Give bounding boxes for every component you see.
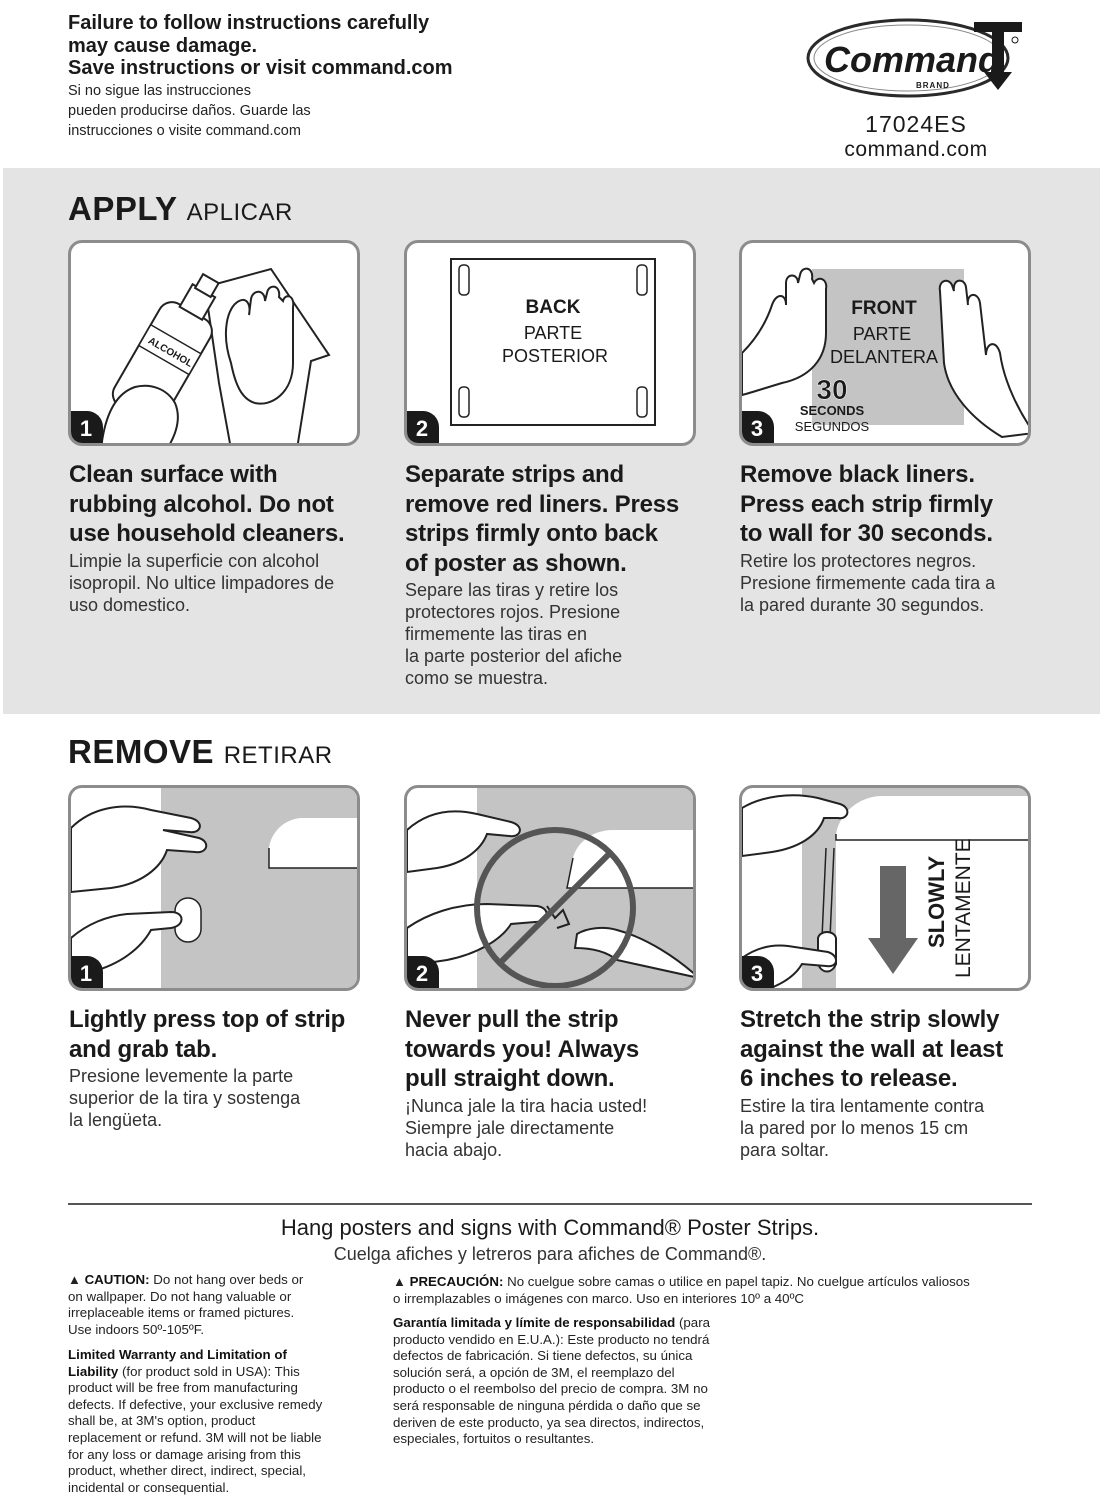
footer-title: Hang posters and signs with Command® Poster Strips. (280, 1215, 820, 1240)
warning-triangle-icon: ▲ (68, 1272, 81, 1287)
warning-triangle-icon: ▲ (393, 1274, 406, 1289)
svg-text:SECONDS: SECONDS (799, 403, 865, 418)
step-number-badge: 3 (740, 956, 774, 990)
svg-text:PARTE: PARTE (523, 323, 583, 343)
svg-text:ALCOHOL: ALCOHOL (145, 335, 195, 370)
website: command.com (844, 138, 988, 161)
do-not-pull-illustration (407, 788, 696, 991)
apply-step-1-caption: Clean surface with rubbing alcohol. Do not use household cleaners. Limpie la superficie con alcohol isopropil. No ultice limpadores de uso domestico. (69, 461, 345, 615)
footer-subtitle: Cuelga afiches y letreros para afiches de Command®. (333, 1244, 767, 1264)
header (0, 0, 1103, 168)
svg-text:POSTERIOR: POSTERIOR (501, 346, 609, 366)
caution-english: ▲ CAUTION: Do not hang over beds or on wallpaper. Do not hang valuable or irreplaceable items or framed pictures. Use indoors 50º-105ºF. (68, 1272, 304, 1337)
svg-text:SLOWLY: SLOWLY (924, 855, 949, 948)
press-poster-illustration (742, 243, 1031, 446)
remove-step-2-illustration (404, 785, 696, 991)
warning-spanish: Si no sigue las instrucciones pueden producirse daños. Guarde las instrucciones o visite command.com (68, 83, 311, 139)
command-logo (806, 14, 1024, 100)
model-number: 17024ES (865, 111, 967, 137)
svg-text:LENTAMENTE: LENTAMENTE (952, 838, 975, 978)
step-number-badge: 2 (405, 956, 439, 990)
remove-heading: REMOVE RETIRAR (68, 733, 333, 770)
apply-step-3-illustration (739, 240, 1031, 446)
remove-step-1-caption: Lightly press top of strip and grab tab. Presione levemente la parte superior de la tira y sostenga la lengüeta. (69, 1006, 346, 1130)
remove-step-2-caption: Never pull the strip towards you! Always pull straight down. ¡Nunca jale la tira hacia usted! Siempre jale directamente hacia abajo. (405, 1006, 648, 1160)
step-number-badge: 1 (69, 956, 103, 990)
step-number-badge: 1 (69, 411, 103, 445)
stretch-down-illustration (742, 788, 1031, 991)
footer-divider (68, 1203, 1032, 1205)
warning-english: Failure to follow instructions carefully may cause damage. Save instructions or visit command.com (68, 12, 453, 79)
step-number-badge: 3 (740, 411, 774, 445)
svg-text:SEGUNDOS: SEGUNDOS (794, 419, 870, 434)
poster-back-illustration (407, 243, 696, 446)
svg-text:DELANTERA: DELANTERA (829, 347, 939, 367)
grab-tab-illustration (71, 788, 360, 991)
svg-text:PARTE: PARTE (852, 324, 912, 344)
apply-heading: APPLY APLICAR (68, 190, 293, 227)
svg-text:FRONT: FRONT (851, 298, 917, 319)
svg-text:30: 30 (816, 374, 848, 405)
alcohol-wipe-illustration (71, 243, 360, 446)
apply-step-2-illustration (404, 240, 696, 446)
warranty-spanish: Garantía limitada y límite de responsabilidad (para producto vendido en E.U.A.): Este producto no tendrá defectos de fabricación. Si tiene defectos, su única solución será, a opción de 3M, el reemplazo del producto o el reembolso del precio de compra. 3M no será responsable de ninguna pérdida o daño que se deriven de este producto, ya sea directos, indirectos, especiales, fortuitos o resultantes. (393, 1315, 711, 1447)
svg-text:BRAND: BRAND (916, 81, 950, 90)
apply-step-1-illustration (68, 240, 360, 446)
remove-step-3-illustration (739, 785, 1031, 991)
remove-step-1-illustration (68, 785, 360, 991)
svg-text:Command: Command (824, 39, 1001, 80)
apply-step-2-caption: Separate strips and remove red liners. Press strips firmly onto back of poster as shown. Separe las tiras y retire los protectores rojos. Presione firmemente las tiras en la parte posterior del afiche como se muestra. (405, 461, 680, 688)
svg-text:BACK: BACK (525, 297, 581, 318)
apply-step-3-caption: Remove black liners. Press each strip firmly to wall for 30 seconds. Retire los protectores negros. Presione firmemente cada tira a la pared durante 30 segundos. (740, 461, 996, 615)
caution-spanish: ▲ PRECAUCIÓN: No cuelgue sobre camas o utilice en papel tapiz. No cuelgue artículos valiosos o irremplazables o imágenes con marco. Uso en interiores 10º a 40ºC (393, 1274, 970, 1306)
remove-step-3-caption: Stretch the strip slowly against the wall at least 6 inches to release. Estire la tira lentamente contra la pared por lo menos 15 cm para soltar. (740, 1006, 1004, 1160)
step-number-badge: 2 (405, 411, 439, 445)
warranty-english: Limited Warranty and Limitation of Liability (for product sold in USA): This product will be free from manufacturing defects. If defective, your exclusive remedy shall be, at 3M's option, product replacement or refund. 3M will not be liable for any loss or damage arising from this product, whether direct, indirect, special, incidental or consequential. (68, 1347, 323, 1495)
